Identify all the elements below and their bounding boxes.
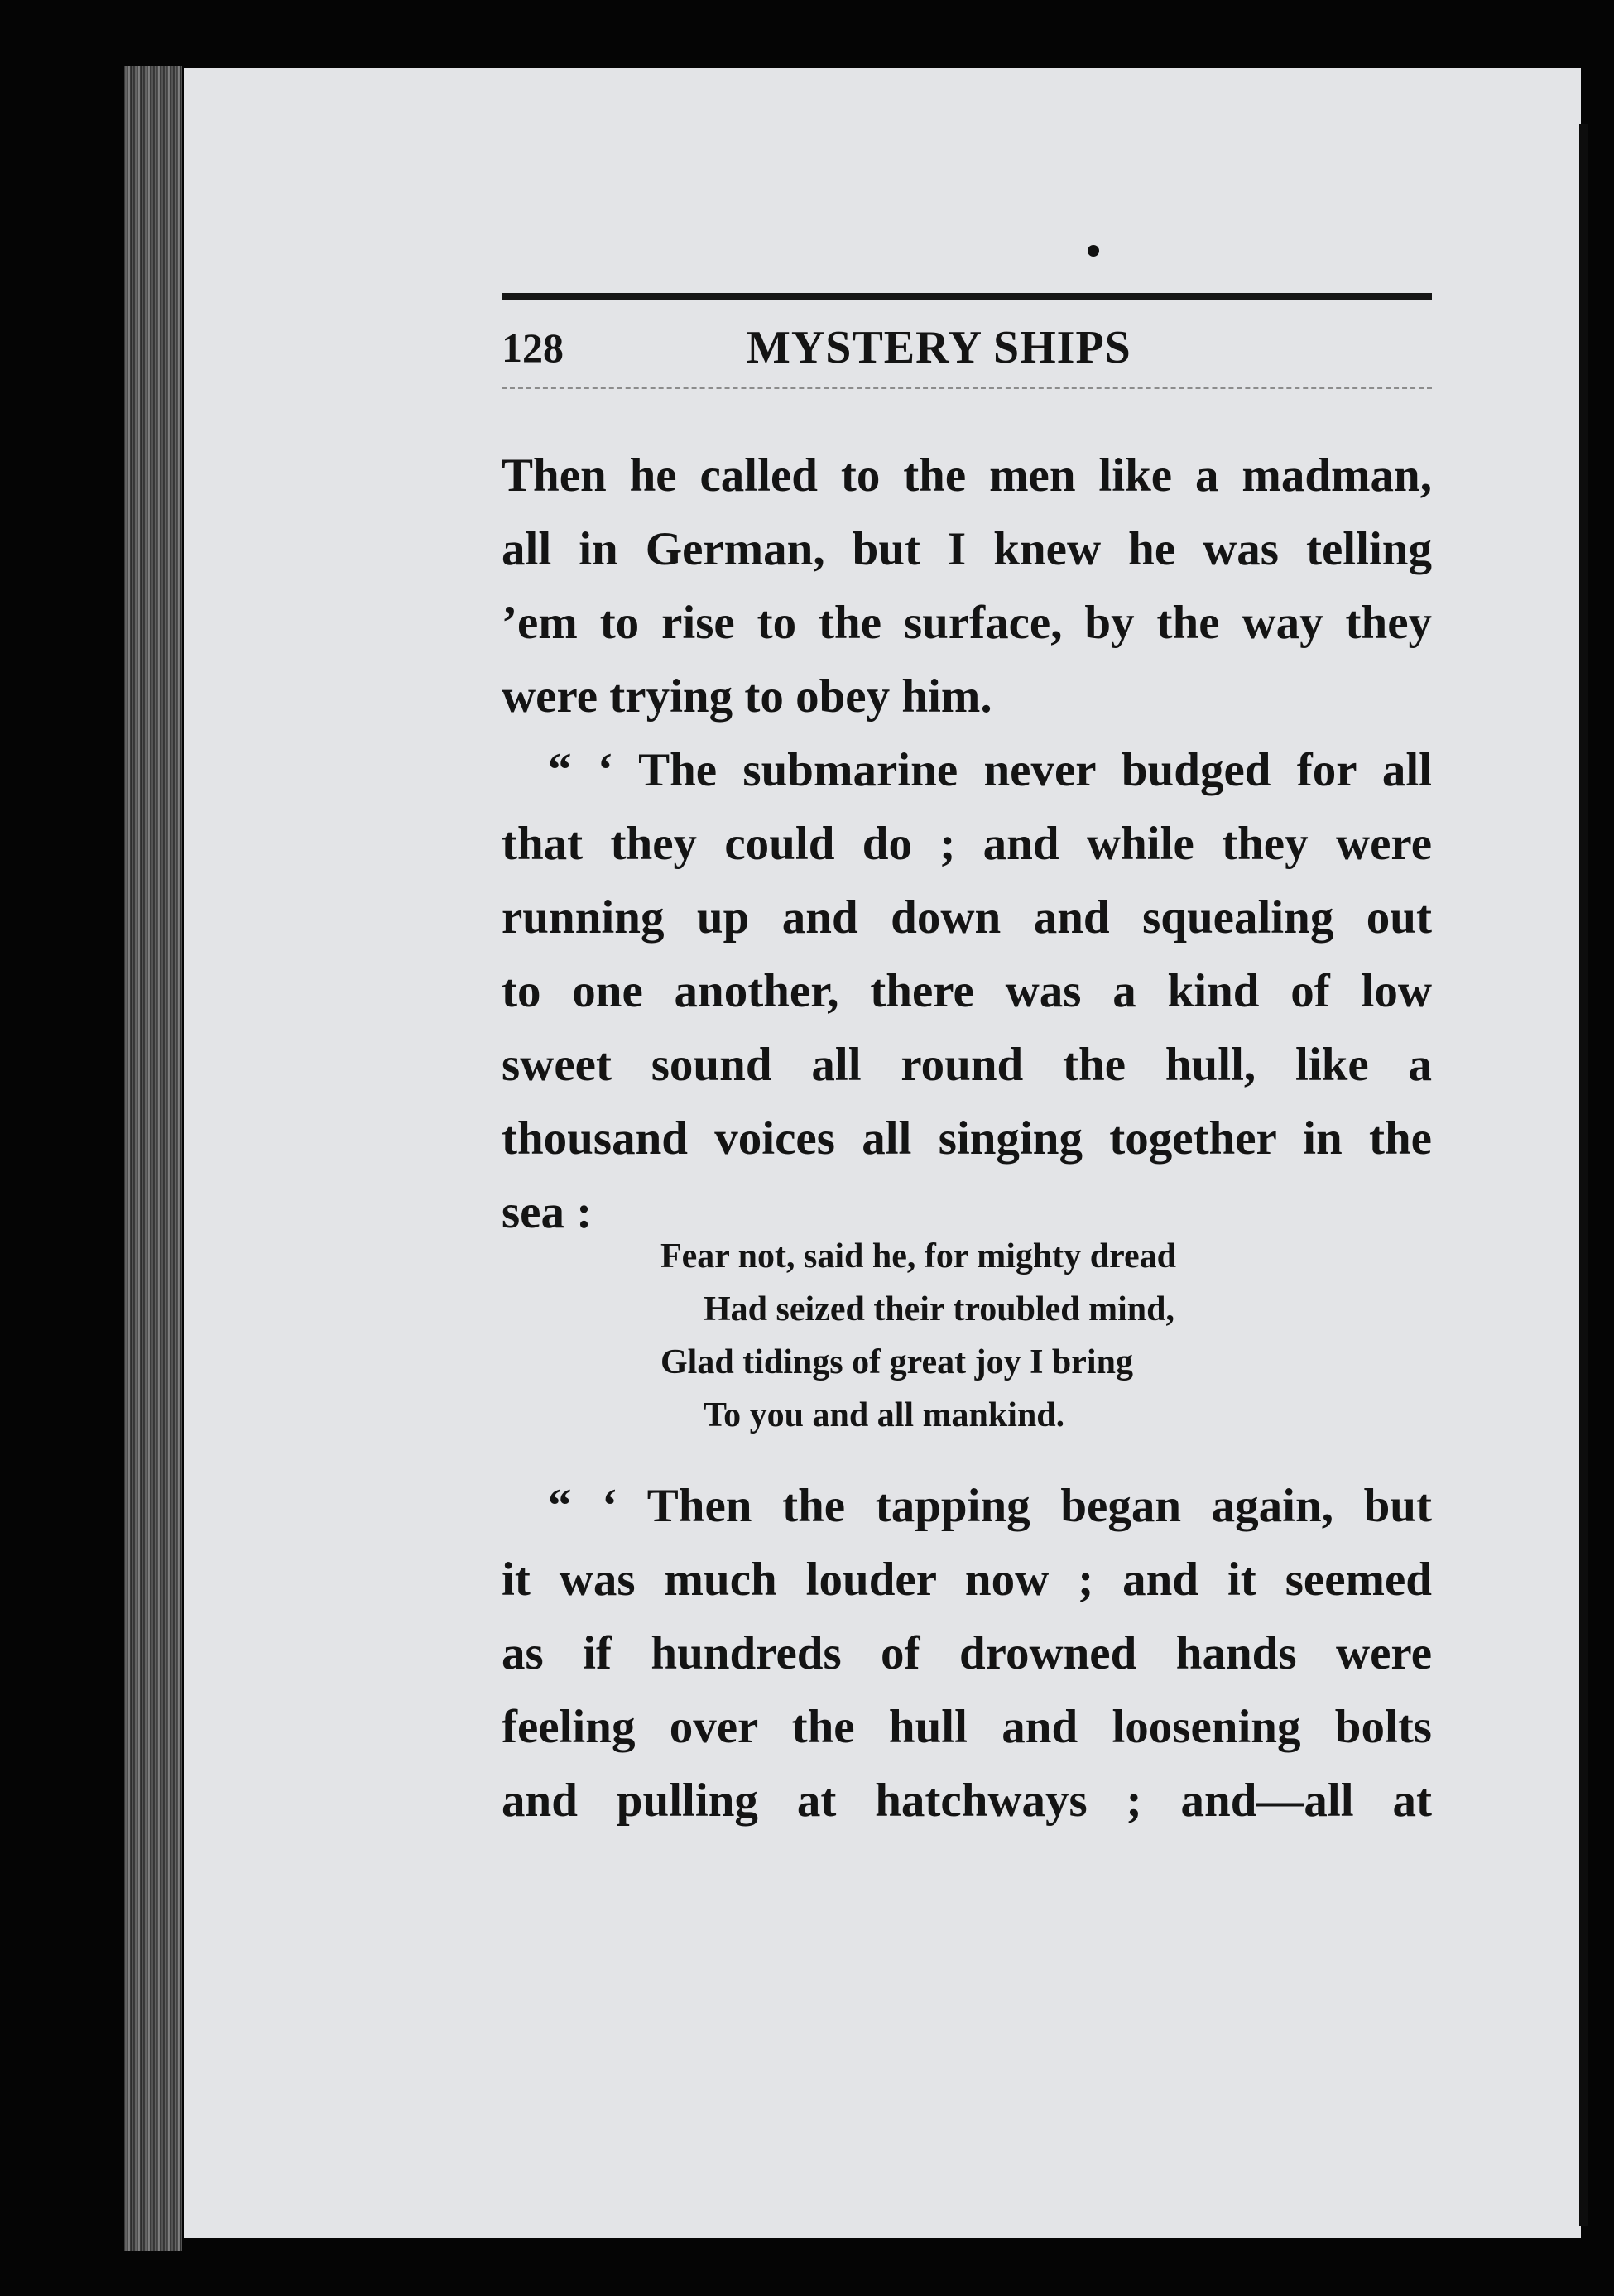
text-line: sweet sound all round the hull, like a <box>502 1039 1432 1091</box>
book-page-edges <box>124 66 182 2251</box>
page-right-edge-shadow <box>1579 124 1588 2226</box>
text-line: feeling over the hull and loosening bolts <box>502 1701 1432 1753</box>
header-rule <box>502 293 1432 300</box>
text-line: ’em to rise to the surface, by the way they <box>502 597 1432 649</box>
text-line: “ ‘ Then the tapping began again, but <box>548 1480 1432 1532</box>
text-line: “ ‘ The submarine never budged for all <box>548 744 1432 796</box>
verse-line: Had seized their troubled mind, <box>704 1290 1174 1328</box>
text-line: all in German, but I knew he was telling <box>502 523 1432 575</box>
book-title: MYSTERY SHIPS <box>747 322 1131 373</box>
text-line: and pulling at hatchways ; and—all at <box>502 1775 1432 1827</box>
verse-line: Fear not, said he, for mighty dread <box>660 1237 1177 1275</box>
text-line: it was much louder now ; and it seemed <box>502 1554 1432 1606</box>
verse-line: Glad tidings of great joy I bring <box>660 1343 1133 1381</box>
paragraph-3 <box>502 1469 1432 1837</box>
header-underline <box>502 387 1432 389</box>
verse-block <box>660 1230 1405 1442</box>
text-line: were trying to obey him. <box>502 670 992 723</box>
page-number: 128 <box>502 324 564 371</box>
text-line: thousand voices all singing together in the <box>502 1112 1432 1165</box>
text-line: sea : <box>502 1186 593 1238</box>
text-line: to one another, there was a kind of low <box>502 965 1432 1017</box>
text-line: as if hundreds of drowned hands were <box>502 1627 1432 1679</box>
text-line: Then he called to the men like a madman, <box>502 449 1432 502</box>
paragraph-1 <box>502 439 1432 733</box>
text-line: that they could do ; and while they were <box>502 818 1432 870</box>
text-line: running up and down and squealing out <box>502 891 1432 944</box>
verse-line: To you and all mankind. <box>704 1396 1065 1434</box>
paragraph-2 <box>502 733 1432 1249</box>
ink-speck <box>1088 245 1099 257</box>
running-head <box>502 315 1432 381</box>
